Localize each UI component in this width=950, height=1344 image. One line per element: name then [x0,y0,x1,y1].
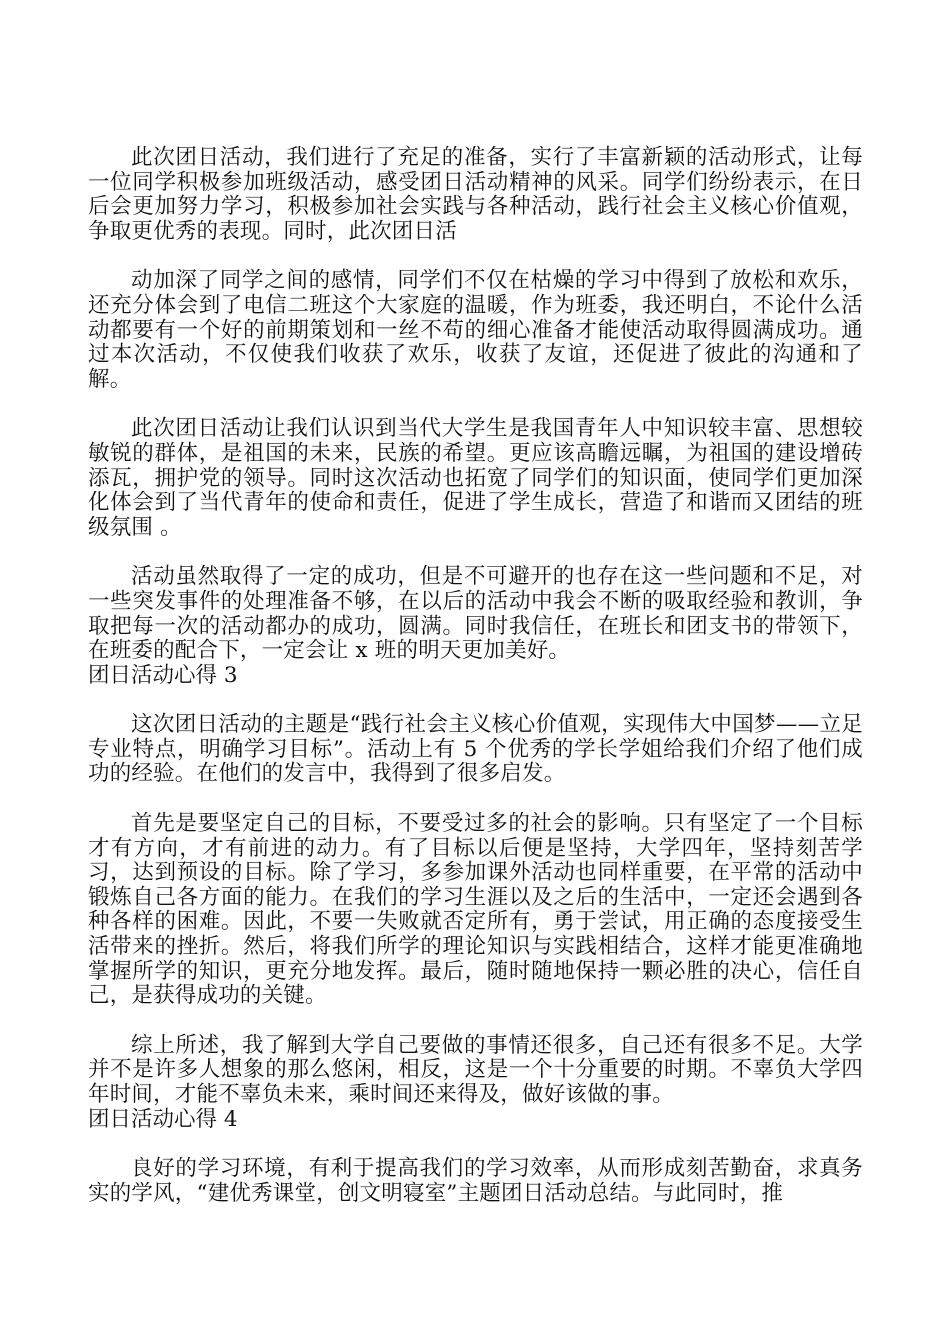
paragraph-1: 此次团日活动，我们进行了充足的准备，实行了丰富新颖的活动形式，让每一位同学积极参加班级活动，感受团日活动精神的风采。同学们纷纷表示，在日后会更加努力学习，积极参加社会实践与各种活动，践行社会主义核心价值观，争取更优秀的表现。同时，此次团日活 [88,145,863,244]
section-heading-4: 团日活动心得 4 [88,1106,238,1132]
paragraph-4: 活动虽然取得了一定的成功，但是不可避开的也存在这一些问题和不足，对一些突发事件的处理准备不够，在以后的活动中我会不断的吸取经验和教训，争取把每一次的活动都办的成功，圆满。同时我信任，在班长和团支书的带领下，在班委的配合下，一定会让 x 班的明天更加美好。 [88,564,863,664]
paragraph-7: 综上所述，我了解到大学自己要做的事情还很多，自己还有很多不足。大学并不是许多人想象的那么悠闲，相反，这是一个十分重要的时期。不辜负大学四年时间，才能不辜负未来，乘时间还来得及，做好该做的事。 [88,1032,863,1107]
document-body [88,146,863,1206]
paragraph-8: 良好的学习环境，有利于提高我们的学习效率，从而形成刻苦勤奋，求真务实的学风，“建优秀课堂，创文明寝室”主题团日活动总结。与此同时，推 [88,1156,863,1206]
paragraph-3: 此次团日活动让我们认识到当代大学生是我国青年人中知识较丰富、思想较敏锐的群体，是祖国的未来，民族的希望。更应该高瞻远瞩，为祖国的建设增砖添瓦，拥护党的领导。同时这次活动也拓宽了同学们的知识面，使同学们更加深化体会到了当代青年的使命和责任，促进了学生成长，营造了和谐而又团结的班级氛围 。 [88,416,863,540]
paragraph-5: 这次团日活动的主题是“践行社会主义核心价值观，实现伟大中国梦——立足专业特点，明确学习目标”。活动上有 5 个优秀的学长学姐给我们介绍了他们成功的经验。在他们的发言中，我得到了很多启发。 [88,712,863,787]
paragraph-2: 动加深了同学之间的感情，同学们不仅在枯燥的学习中得到了放松和欢乐，还充分体会到了电信二班这个大家庭的温暖，作为班委，我还明白，不论什么活动都要有一个好的前期策划和一丝不苟的细心准备才能使活动取得圆满成功。通过本次活动，不仅使我们收获了欢乐，收获了友谊，还促进了彼此的沟通和了解。 [88,268,863,392]
paragraph-6: 首先是要坚定自己的目标，不要受过多的社会的影响。只有坚定了一个目标才有方向，才有前进的动力。有了目标以后便是坚持，大学四年，坚持刻苦学习，达到预设的目标。除了学习，多参加课外活动也同样重要，在平常的活动中锻炼自己各方面的能力。在我们的学习生涯以及之后的生活中，一定还会遇到各种各样的困难。因此，不要一失败就否定所有，勇于尝试，用正确的态度接受生活带来的挫折。然后，将我们所学的理论知识与实践相结合，这样才能更准确地掌握所学的知识，更充分地发挥。最后，随时随地保持一颗必胜的决心，信任自己，是获得成功的关键。 [88,811,863,1009]
section-heading-3: 团日活动心得 3 [88,662,238,688]
